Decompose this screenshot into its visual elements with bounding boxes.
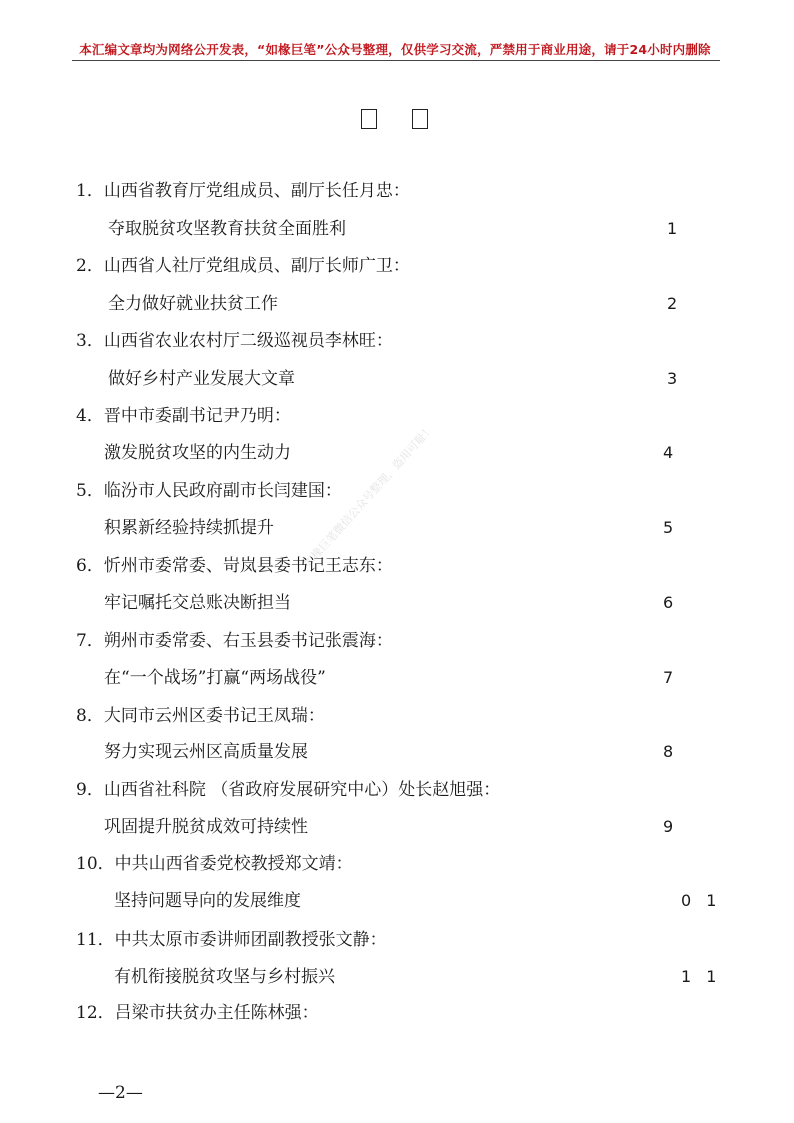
toc-entry-page: 7 [663,668,674,687]
toc-entry-subtitle[interactable]: 牢记嘱托交总账决断担当 [104,593,291,613]
toc-entry-page: 1 1 [681,967,717,986]
toc-entry-subtitle[interactable]: 激发脱贫攻坚的内生动力 [104,443,291,463]
toc-entry-subtitle[interactable]: 坚持问题导向的发展维度 [114,891,301,911]
toc-entry-page: 8 [663,742,674,761]
toc-entry-subtitle[interactable]: 做好乡村产业发展大文章 [108,369,295,389]
toc-entry-title[interactable]: 8．大同市云州区委书记王凤瑞： [76,706,325,726]
toc-entry-subtitle[interactable]: 夺取脱贫攻坚教育扶贫全面胜利 [108,219,346,239]
toc-entry-page: 3 [667,369,678,388]
toc-entry-page: 0 1 [681,891,717,910]
toc-entry-page: 6 [663,593,674,612]
header-notice: 本汇编文章均为网络公开发表，“如椽巨笔”公众号整理，仅供学习交流，严禁用于商业用途，请于24小时内删除 [79,42,711,57]
toc-entry-subtitle[interactable]: 积累新经验持续抓提升 [104,518,274,538]
toc-entry-subtitle[interactable]: 全力做好就业扶贫工作 [108,294,278,314]
toc-entry-title[interactable]: 10．中共山西省委党校教授郑文靖： [76,854,353,874]
toc-entry-title[interactable]: 6．忻州市委常委、岢岚县委书记王志东： [76,556,393,576]
toc-entry-page: 1 [667,219,678,238]
toc-entry-page: 4 [663,443,674,462]
toc-entry-title[interactable]: 3．山西省农业农村厅二级巡视员李林旺： [76,331,393,351]
toc-entry-title[interactable]: 12．吕梁市扶贫办主任陈林强： [76,1003,319,1023]
toc-entry-title[interactable]: 1．山西省教育厅党组成员、副厅长任月忠： [76,181,410,201]
toc-entry-subtitle[interactable]: 有机衔接脱贫攻坚与乡村振兴 [114,967,335,987]
toc-entry-subtitle[interactable]: 在“一个战场”打赢“两场战役” [104,668,326,688]
toc-entry-page: 2 [667,294,678,313]
toc-entry-title[interactable]: 4．晋中市委副书记尹乃明： [76,406,291,426]
toc-entry-subtitle[interactable]: 努力实现云州区高质量发展 [104,742,308,762]
toc-entry-title[interactable]: 5．临汾市人民政府副市长闫建国： [76,481,342,501]
toc-entry-title[interactable]: 11．中共太原市委讲师团副教授张文静： [76,930,387,950]
toc-entry-page: 9 [663,817,674,836]
watermark: 如椽巨笔微信公众号整理，盗用可耻！ [301,422,437,571]
toc-entry-page: 5 [663,518,674,537]
toc-entry-title[interactable]: 2．山西省人社厅党组成员、副厅长师广卫： [76,256,410,276]
toc-entry-title[interactable]: 9．山西省社科院 （省政府发展研究中心）处长赵旭强： [76,780,501,800]
toc-entry-subtitle[interactable]: 巩固提升脱贫成效可持续性 [104,817,308,837]
toc-entry-title[interactable]: 7．朔州市委常委、右玉县委书记张震海： [76,631,393,651]
page-number: —2— [98,1083,143,1103]
